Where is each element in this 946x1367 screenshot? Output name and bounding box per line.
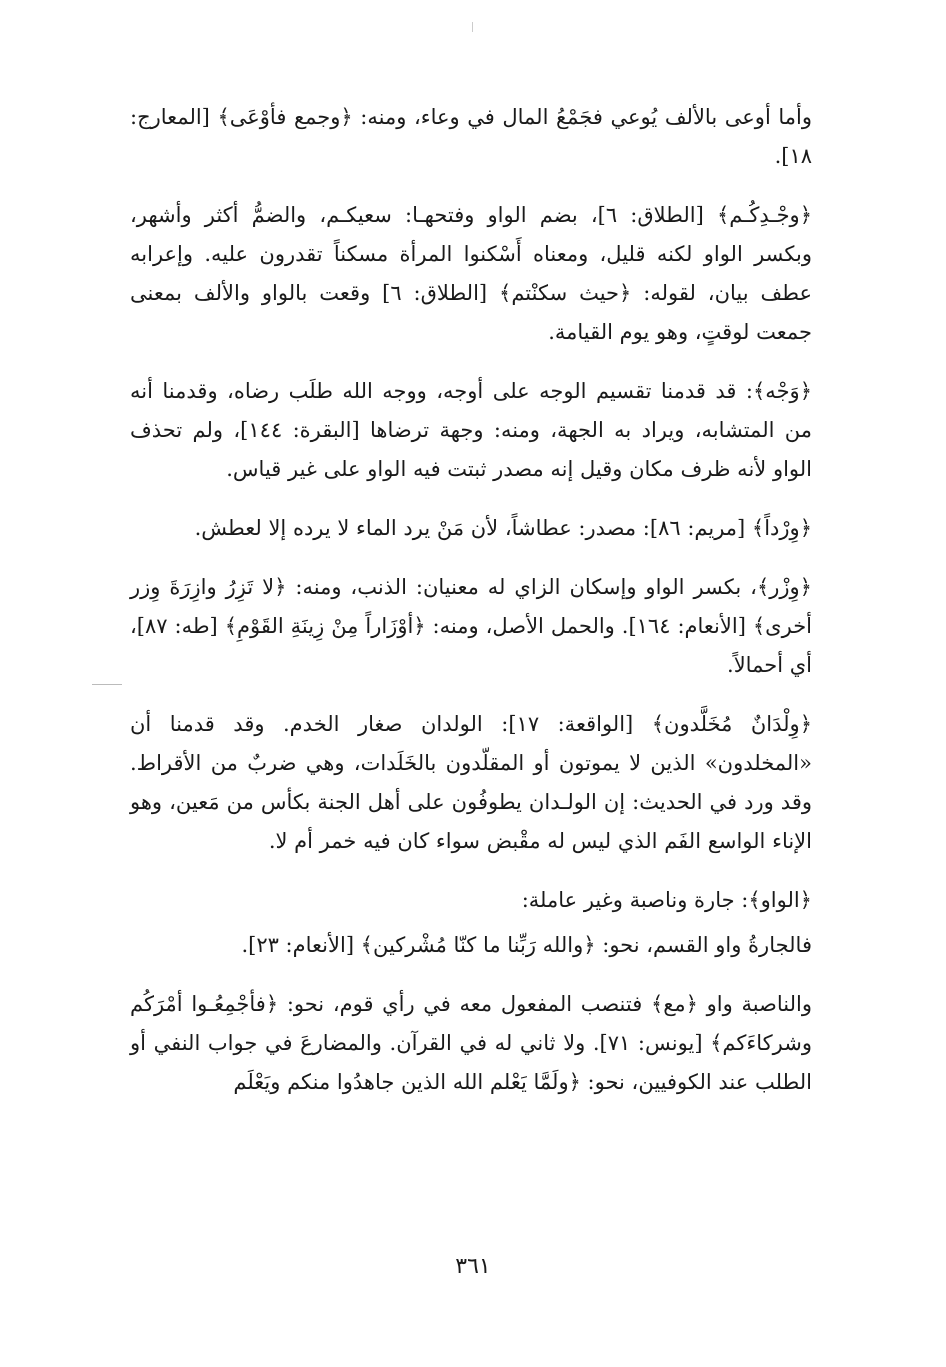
paragraph-al-waw: ﴿الواو﴾: جارة وناصبة وغير عاملة:: [521, 888, 812, 912]
scan-mark: [472, 22, 473, 32]
page-body: [130, 98, 812, 1122]
paragraph-nasiba: والناصبة واو ﴿مع﴾ فتنصب المفعول معه في رأي قوم، نحو: ﴿فأجْمِعُـوا أمْرَكُم وشركاءَكم﴾ [يونس: ٧١]. ولا ثاني له في القرآن. والمضارعَ في جواب النفي أو الطلب عند الكوفيين، نحو: ﴿ولَمَّا يَعْلم الله الذين جاهدُوا منكم ويَعْلَم: [130, 992, 812, 1094]
page-number: ٣٦١: [455, 1254, 491, 1279]
paragraph-jarra: فالجارةُ واو القسم، نحو: ﴿والله رَبِّنا ما كنّا مُشْركين﴾ [الأنعام: ٢٣].: [241, 933, 812, 957]
paragraph-awa: وأما أوعى بالألف يُوعي فجَمْعُ المال في وعاء، ومنه: ﴿وجمع فأوْعَى﴾ [المعارج: ١٨].: [130, 105, 812, 168]
paragraph-wajh: ﴿وَجْه﴾: قد قدمنا تقسيم الوجه على أوجه، ووجه الله طلَب رضاه، وقدمنا أنه من المتشابه، ويراد به الجهة، ومنه: وجهة ترضاها [البقرة: ١٤٤]، ولم تحذف الواو لأنه ظرف مكان وقيل إنه مصدر ثبتت فيه الواو على غير قياس.: [130, 379, 813, 481]
margin-mark: [92, 684, 122, 685]
paragraph-wirdan: ﴿وِرْداً﴾ [مريم: ٨٦]: مصدر: عطاشاً، لأن مَنْ يرد الماء لا يرده إلا لعطش.: [194, 516, 812, 540]
paragraph-wildan: ﴿وِلْدَانٌ مُخَلَّدون﴾ [الواقعة: ١٧]: الولدان صغار الخدم. وقد قدمنا أن «المخلدون» الذين لا يموتون أو المقلّدون بالخَلَدات، وهي ضربٌ من الأقراط. وقد ورد في الحديث: إن الولـدان يطوفُون على أهل الجنة بكأس من مَعين، وهو الإناء الواسع الفَم الذي ليس له مقْبض سواء كان فيه خمر أم لا.: [130, 712, 812, 853]
paragraph-wizr: ﴿وِزْر﴾، بكسر الواو وإسكان الزاي له معنيان: الذنب، ومنه: ﴿لا تَزِرُ وازِرَةَ وِزر أخرى﴾ [الأنعام: ١٦٤]. والحمل الأصل، ومنه: ﴿أوْزَاراً مِنْ زِينَةِ القَوْمِ﴾ [طه: ٨٧]، أي أحمالاً.: [130, 575, 813, 677]
paragraph-wujdikum: ﴿وجْـدِكُـم﴾ [الطلاق: ٦]، بضم الواو وفتحهـا: سعيكـم، والضمُّ أكثر وأشهر، وبكسر الواو لكنه قليل، ومعناه أَسْكنوا المرأة مسكناً تقدرون عليه. وإعرابه عطف بيان، لقوله: ﴿حيث سكنْتم﴾ [الطلاق: ٦] وقعت بالواو والألف بمعنى جمعت لوقتٍ، وهو يوم القيامة.: [130, 203, 813, 344]
